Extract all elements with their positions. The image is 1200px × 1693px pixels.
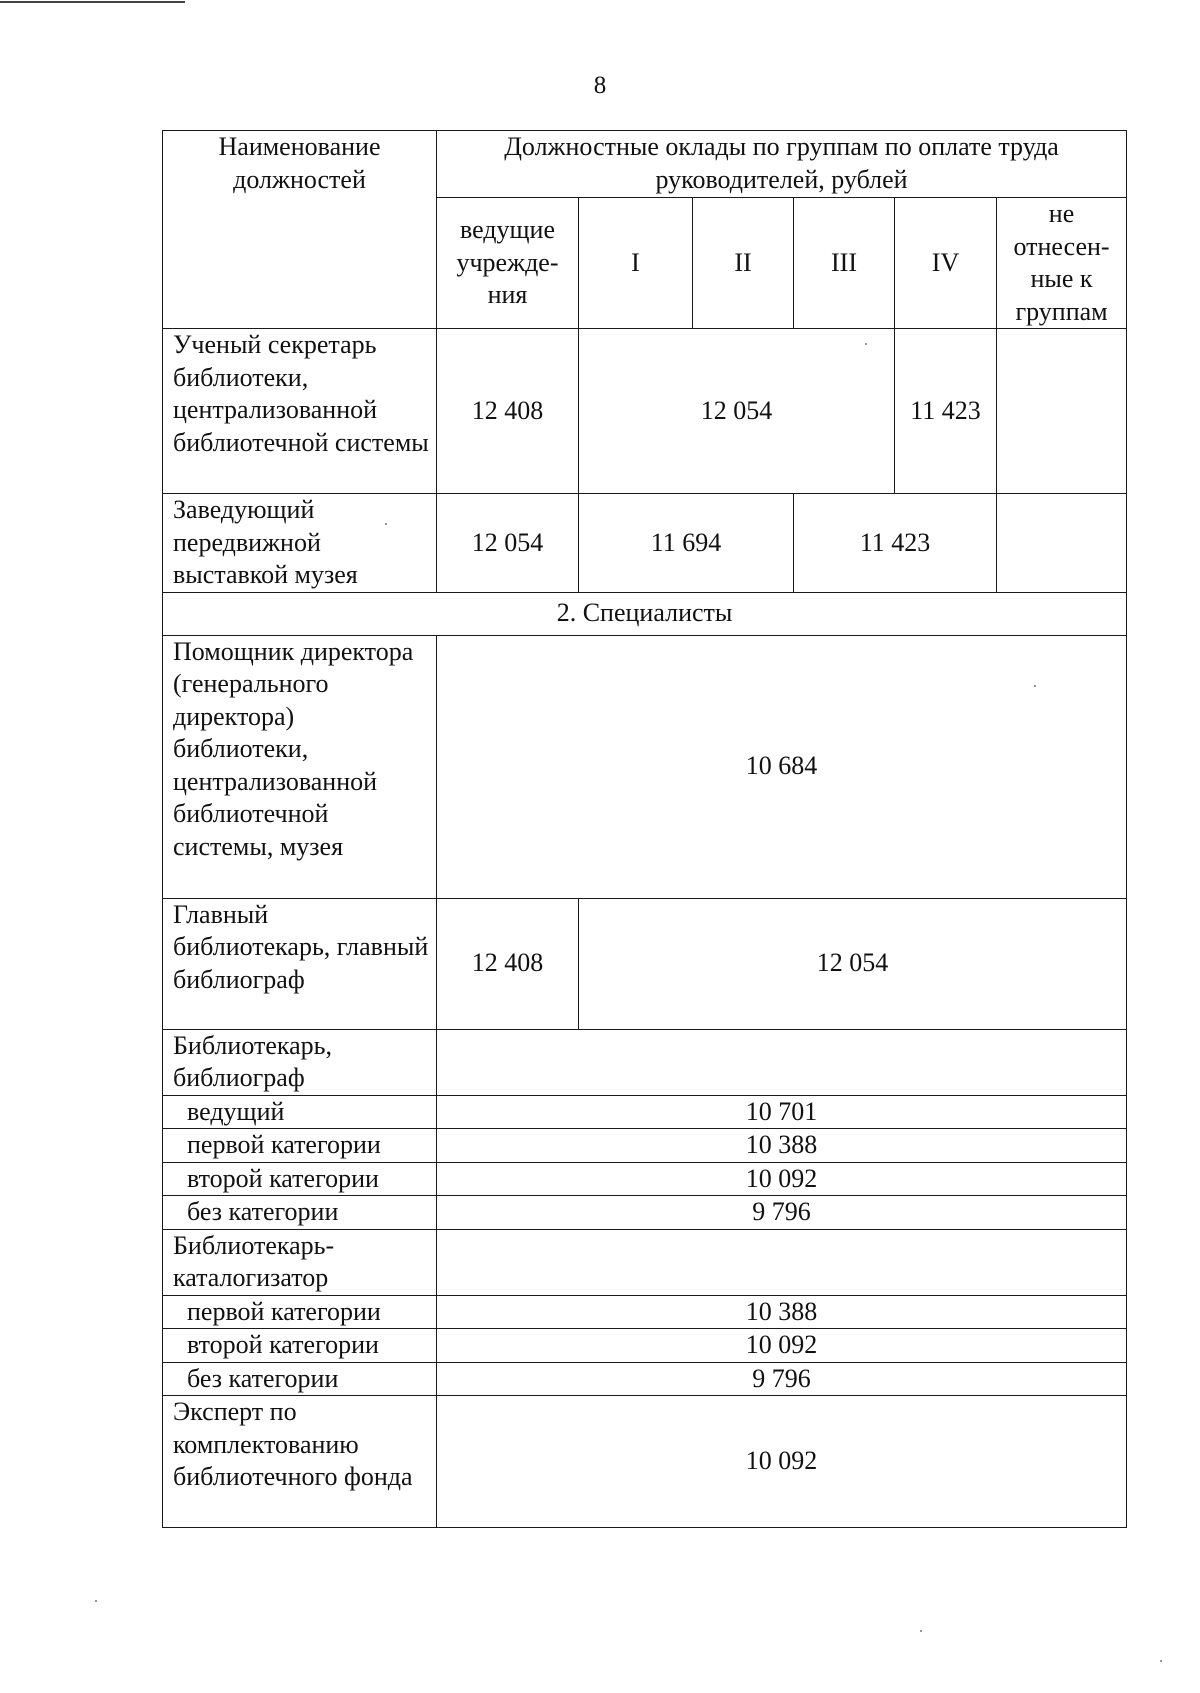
- position-level: второй категории: [163, 1162, 437, 1196]
- salary-cell: 12 054: [579, 898, 1127, 1029]
- salary-cell: 12 408: [437, 898, 579, 1029]
- salary-cell: 10 701: [437, 1095, 1127, 1129]
- table-row: [163, 1162, 1127, 1196]
- header-group-1: I: [579, 198, 693, 329]
- table-row: [163, 1095, 1127, 1129]
- header-row-1: [163, 131, 1127, 198]
- salary-table: [162, 130, 1127, 1528]
- scan-speck: [865, 343, 867, 345]
- header-position-name: Наименование должностей: [163, 131, 437, 329]
- empty-cell: [997, 329, 1127, 494]
- table-row: [163, 1396, 1127, 1528]
- position-level: второй категории: [163, 1329, 437, 1363]
- salary-cell: 10 092: [437, 1329, 1127, 1363]
- position-level: ведущий: [163, 1095, 437, 1129]
- position-name: Заведующий передвижной выставкой музея: [163, 494, 437, 593]
- salary-cell: 12 408: [437, 329, 579, 494]
- position-level: первой категории: [163, 1295, 437, 1329]
- table-row: [163, 1196, 1127, 1230]
- header-group-title: Должностные оклады по группам по оплате труда руководителей, рублей: [437, 131, 1127, 198]
- table-row: [163, 1329, 1127, 1363]
- header-group-2: II: [693, 198, 794, 329]
- salary-cell: 11 694: [579, 494, 794, 593]
- salary-cell: 9 796: [437, 1196, 1127, 1230]
- salary-cell: 10 092: [437, 1396, 1127, 1528]
- empty-cell: [437, 1229, 1127, 1295]
- scan-speck: [1034, 685, 1036, 687]
- header-group-leading: ведущие учрежде-ния: [437, 198, 579, 329]
- position-level: первой категории: [163, 1129, 437, 1163]
- scan-speck: [385, 523, 387, 525]
- empty-cell: [437, 1029, 1127, 1095]
- table-row: [163, 635, 1127, 898]
- table-row: [163, 1229, 1127, 1295]
- table-row: [163, 898, 1127, 1029]
- scan-speck: [1160, 1660, 1162, 1662]
- scan-speck: [920, 1630, 922, 1632]
- header-group-3: III: [794, 198, 895, 329]
- scan-speck: [95, 1600, 97, 1602]
- empty-cell: [997, 494, 1127, 593]
- salary-cell: 11 423: [794, 494, 997, 593]
- salary-cell: 11 423: [895, 329, 997, 494]
- salary-cell: 12 054: [579, 329, 895, 494]
- table-row: [163, 329, 1127, 494]
- salary-cell: 12 054: [437, 494, 579, 593]
- position-name: Эксперт по комплектованию библиотечного фонда: [163, 1396, 437, 1528]
- section-title: 2. Специалисты: [163, 592, 1127, 635]
- header-group-unassigned: не отнесен-ные к группам: [997, 198, 1127, 329]
- salary-cell: 10 388: [437, 1295, 1127, 1329]
- position-name: Ученый секретарь библиотеки, централизованной библиотечной системы: [163, 329, 437, 494]
- table-row: [163, 1129, 1127, 1163]
- salary-cell: 10 092: [437, 1162, 1127, 1196]
- salary-cell: 10 388: [437, 1129, 1127, 1163]
- position-level: без категории: [163, 1362, 437, 1396]
- scan-edge-line: [0, 1, 185, 3]
- salary-cell: 10 684: [437, 635, 1127, 898]
- table-row: [163, 494, 1127, 593]
- position-name: Библиотекарь, библиограф: [163, 1029, 437, 1095]
- salary-cell: 9 796: [437, 1362, 1127, 1396]
- table-row: [163, 1362, 1127, 1396]
- position-name: Помощник директора (генерального директора) библиотеки, централизованной библиотечной системы, музея: [163, 635, 437, 898]
- position-level: без категории: [163, 1196, 437, 1230]
- position-name: Главный библиотекарь, главный библиограф: [163, 898, 437, 1029]
- section-row: [163, 592, 1127, 635]
- position-name: Библиотекарь-каталогизатор: [163, 1229, 437, 1295]
- page-number: 8: [593, 72, 607, 99]
- table-row: [163, 1029, 1127, 1095]
- header-group-4: IV: [895, 198, 997, 329]
- table-row: [163, 1295, 1127, 1329]
